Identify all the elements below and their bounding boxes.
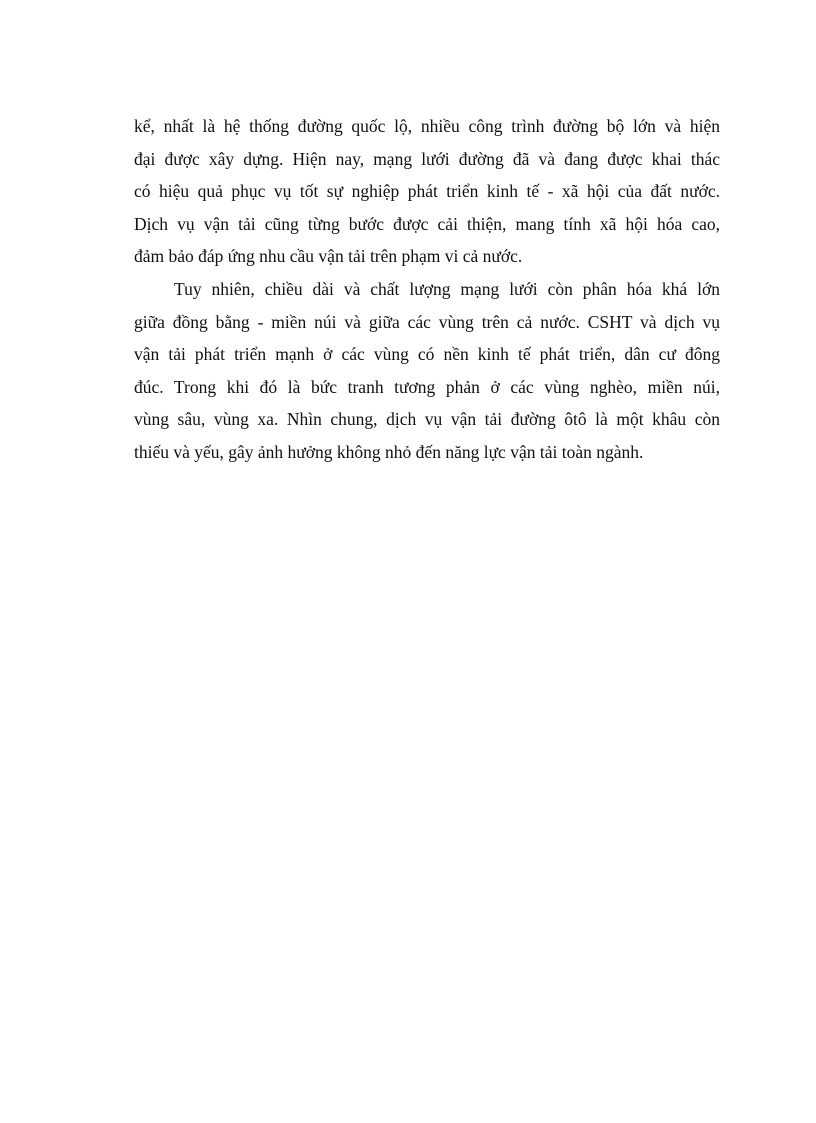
paragraph-line: kể, nhất là hệ thống đường quốc lộ, nhiều công trình đường bộ lớn và hiện	[134, 116, 720, 136]
paragraph-line: có hiệu quả phục vụ tốt sự nghiệp phát triển kinh tế - xã hội của đất nước.	[134, 181, 720, 202]
paragraph-line: thiếu và yếu, gây ảnh hưởng không nhỏ đến năng lực vận tải toàn ngành.	[134, 441, 644, 462]
paragraph-1	[134, 110, 720, 273]
paragraph-line: Dịch vụ vận tải cũng từng bước được cải thiện, mang tính xã hội hóa cao,	[134, 213, 720, 234]
paragraph-line: đại được xây dựng. Hiện nay, mạng lưới đường đã và đang được khai thác	[134, 148, 720, 169]
paragraph-line: đúc. Trong khi đó là bức tranh tương phản ở các vùng nghèo, miền núi,	[134, 376, 720, 397]
paragraph-line: vận tải phát triển mạnh ở các vùng có nền kinh tế phát triển, dân cư đông	[134, 344, 720, 365]
document-body	[134, 110, 720, 469]
paragraph-line: đảm bảo đáp ứng nhu cầu vận tải trên phạm vi cả nước.	[134, 246, 523, 267]
paragraph-line: giữa đồng bằng - miền núi và giữa các vùng trên cả nước. CSHT và dịch vụ	[134, 311, 720, 332]
paragraph-line: vùng sâu, vùng xa. Nhìn chung, dịch vụ vận tải đường ôtô là một khâu còn	[134, 409, 720, 430]
paragraph-line: Tuy nhiên, chiều dài và chất lượng mạng lưới còn phân hóa khá lớn	[174, 278, 720, 299]
paragraph-2	[134, 273, 720, 469]
